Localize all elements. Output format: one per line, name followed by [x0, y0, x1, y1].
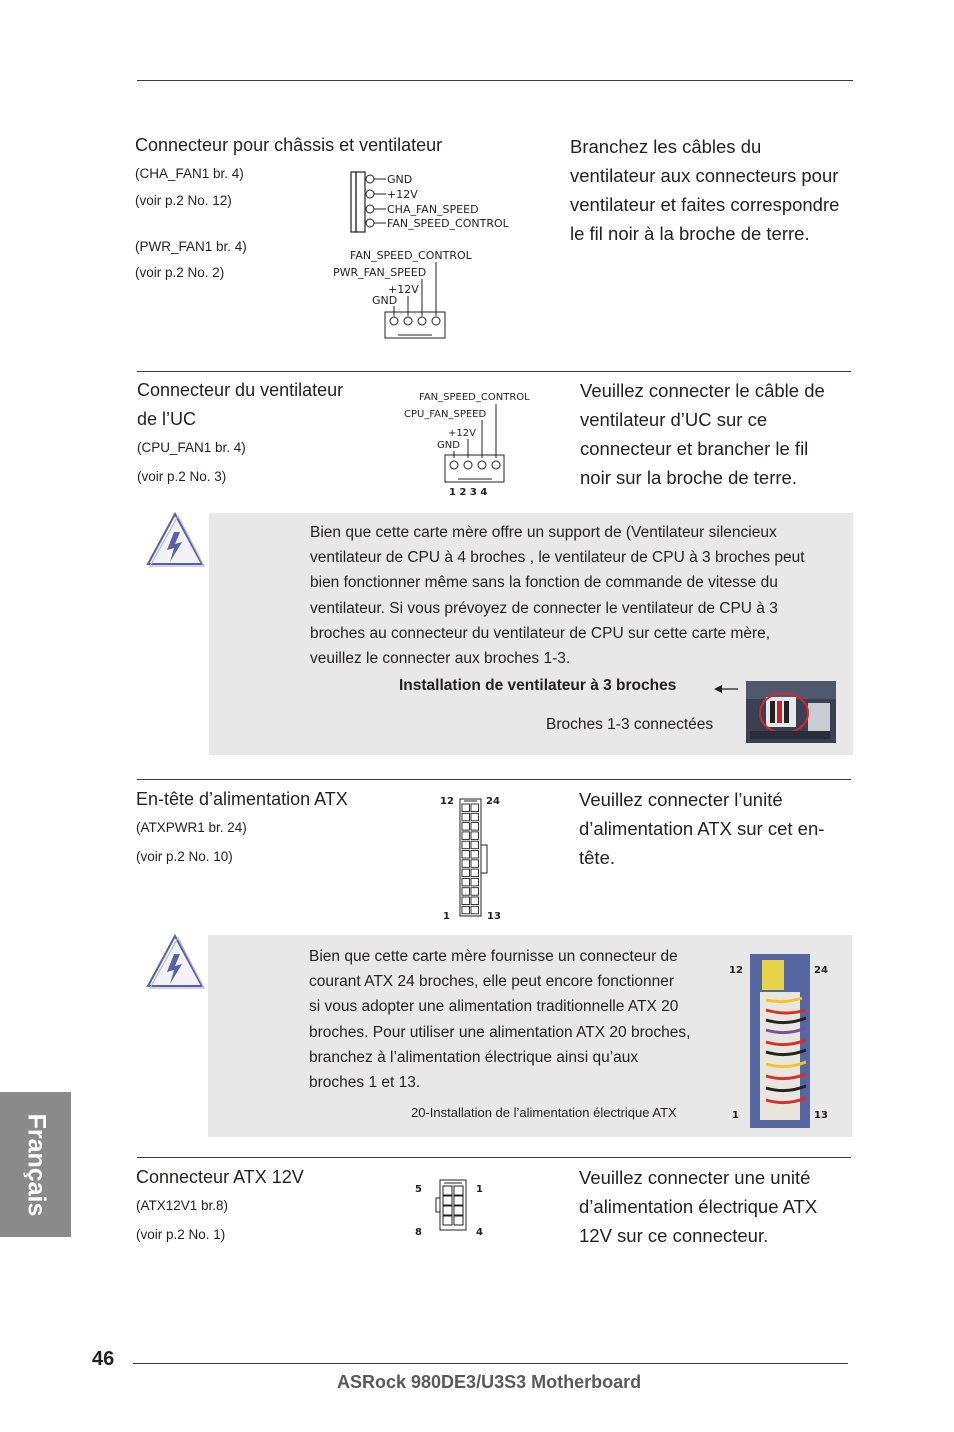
cpu-fan-desc-line: connecteur et brancher le fil: [580, 438, 809, 459]
atx-desc-line: tête.: [579, 847, 615, 868]
note-fan-line: broches au connecteur du ventilateur de CPU sur cette carte mère,: [310, 624, 771, 642]
atx24-pin: [462, 906, 470, 914]
note-fan-line: ventilateur. Si vous prévoyez de connecter le ventilateur de CPU à 3: [310, 599, 778, 617]
cpu-label-12v: +12V: [448, 428, 476, 439]
atx24-pin: [471, 897, 479, 905]
note-atx-line: broches 1 et 13.: [309, 1074, 421, 1092]
atx24-pin: [462, 804, 470, 812]
arrow-left-icon: [712, 682, 740, 696]
cha-pin-speed: CHA_FAN_SPEED: [387, 203, 479, 216]
fan-connector-photo: [746, 681, 836, 743]
cha-fan-desc-line: ventilateur et faites correspondre: [570, 194, 840, 215]
cpu-label-control: FAN_SPEED_CONTROL: [419, 392, 530, 403]
section-rule: [137, 779, 851, 780]
atx24-pin: [462, 813, 470, 821]
note-atx-line: courant ATX 24 broches, elle peut encore fonctionner: [309, 973, 675, 991]
pwr-label-12v: +12V: [388, 283, 419, 296]
atx24-pin: [471, 878, 479, 886]
note-atx-line: broches. Pour utiliser une alimentation ATX 20 broches,: [309, 1023, 691, 1041]
cha-fan-diagram: [330, 165, 530, 245]
section-rule: [137, 371, 851, 372]
atx24-pin: [462, 860, 470, 868]
warning-icon: [144, 510, 206, 568]
atx-photo-label-13: 13: [814, 1110, 828, 1121]
cha-fan-ref: (CHA_FAN1 br. 4): [135, 166, 244, 181]
cha-fan-desc: [570, 132, 839, 248]
cpu-label-gnd: GND: [437, 440, 460, 451]
atx24-pin: [471, 823, 479, 831]
pwr-label-gnd: GND: [372, 294, 398, 307]
atx24-label-24: 24: [486, 796, 500, 807]
atx24-label-12: 12: [440, 796, 454, 807]
cpu-fan-desc-line: Veuillez connecter le câble de: [580, 380, 825, 401]
atx24-pin: [471, 860, 479, 868]
note-fan-line: ventilateur de CPU à 4 broches , le ventilateur de CPU à 3 broches peut: [310, 549, 805, 567]
cha-pin-12v: +12V: [387, 188, 418, 201]
cpu-label-speed: CPU_FAN_SPEED: [404, 409, 487, 420]
note-atx-text: [309, 944, 729, 1095]
cha-fan-see: (voir p.2 No. 12): [135, 193, 232, 208]
atx-photo-label-24: 24: [814, 965, 828, 976]
note-atx-line: Bien que cette carte mère fournisse un connecteur de: [309, 948, 678, 965]
atx12v-label-1: 1: [476, 1184, 483, 1195]
atx24-pin: [471, 906, 479, 914]
atx24-pin: [471, 851, 479, 859]
atx-photo-label-1: 1: [732, 1110, 739, 1121]
atx24-pin: [462, 878, 470, 886]
language-tab: [0, 1092, 71, 1237]
atx24-pin: [462, 888, 470, 896]
language-tab-label: Français: [22, 1113, 50, 1216]
warning-icon: [144, 932, 206, 990]
atx-see: (voir p.2 No. 10): [136, 849, 233, 864]
atx24-pin: [462, 869, 470, 877]
atx12v-label-8: 8: [415, 1227, 422, 1238]
atx12v-label-4: 4: [476, 1227, 483, 1238]
atx12v-desc-line: 12V sur ce connecteur.: [579, 1225, 769, 1246]
cpu-fan-ref: (CPU_FAN1 br. 4): [137, 440, 246, 455]
atx-desc: [579, 785, 824, 872]
atx-install-caption: 20-Installation de l’alimentation électrique ATX: [411, 1105, 677, 1120]
atx-connector-photo: [726, 952, 832, 1130]
atx-desc-line: Veuillez connecter l’unité: [579, 789, 783, 810]
atx12v-see: (voir p.2 No. 1): [136, 1227, 226, 1242]
atx24-pin: [462, 851, 470, 859]
atx12v-desc-line: Veuillez connecter une unité: [579, 1167, 811, 1188]
atx12v-ref: (ATX12V1 br.8): [136, 1198, 229, 1213]
cha-pin-gnd: GND: [387, 173, 413, 186]
cpu-fan-see: (voir p.2 No. 3): [137, 469, 227, 484]
atx24-pin: [471, 813, 479, 821]
note-fan-line: bien fonctionner même sans la fonction de commande de vitesse du: [310, 574, 778, 592]
cpu-fan-heading-2: de l’UC: [137, 409, 197, 429]
cha-fan-desc-line: Branchez les câbles du: [570, 136, 762, 157]
pwr-fan-see: (voir p.2 No. 2): [135, 265, 225, 280]
cpu-fan-desc-line: ventilateur d’UC sur ce: [580, 409, 768, 430]
cpu-fan-diagram: [400, 386, 550, 501]
atx12v-heading: Connecteur ATX 12V: [136, 1167, 304, 1187]
atx24-pin: [471, 804, 479, 812]
note-fan-line: veuillez le connecter aux broches 1-3.: [310, 650, 571, 668]
install-3pin-sub: Broches 1-3 connectées: [546, 716, 714, 733]
pwr-fan-diagram: [330, 245, 500, 343]
install-3pin-title: Installation de ventilateur à 3 broches: [399, 677, 677, 694]
cpu-fan-heading: Connecteur du ventilateur: [137, 380, 344, 400]
pwr-label-speed: PWR_FAN_SPEED: [333, 266, 427, 279]
atx24-pin: [462, 832, 470, 840]
footer-rule: [133, 1363, 848, 1364]
atx24-diagram: [436, 790, 508, 924]
page-number: 46: [92, 1348, 115, 1370]
atx-heading: En-tête d’alimentation ATX: [136, 789, 348, 809]
atx-desc-line: d’alimentation ATX sur cet en-: [579, 818, 825, 839]
note-atx-line: si vous adopter une alimentation traditionnelle ATX 20: [309, 998, 679, 1016]
note-atx-line: branchez à l’alimentation électrique ainsi qu’aux: [309, 1048, 639, 1066]
footer-title: ASRock 980DE3/U3S3 Motherboard: [337, 1372, 642, 1392]
cpu-fan-desc-line: noir sur la broche de terre.: [580, 467, 797, 488]
cpu-fan-desc: [580, 376, 825, 492]
note-fan-text: [310, 520, 850, 671]
atx12v-label-5: 5: [415, 1184, 422, 1195]
pwr-label-control: FAN_SPEED_CONTROL: [350, 249, 472, 262]
top-rule: [137, 80, 853, 81]
section-rule: [137, 1157, 851, 1158]
cha-pin-control: FAN_SPEED_CONTROL: [387, 217, 509, 230]
cha-fan-heading: Connecteur pour châssis et ventilateur: [135, 135, 443, 155]
atx12v-desc-line: d’alimentation électrique ATX: [579, 1196, 818, 1217]
atx24-pin: [471, 888, 479, 896]
atx12v-desc: [579, 1163, 817, 1250]
atx12v-diagram: [410, 1178, 490, 1240]
atx24-pin: [462, 841, 470, 849]
atx-photo-label-12: 12: [729, 965, 743, 976]
atx24-pin: [471, 832, 479, 840]
atx-ref: (ATXPWR1 br. 24): [136, 820, 247, 835]
note-fan-line: Bien que cette carte mère offre un support de (Ventilateur silencieux: [310, 524, 777, 541]
cpu-pin-numbers: 1 2 3 4: [449, 487, 488, 498]
atx24-label-1: 1: [443, 911, 450, 922]
cha-fan-desc-line: ventilateur aux connecteurs pour: [570, 165, 839, 186]
atx24-pin: [462, 897, 470, 905]
atx24-pin: [471, 869, 479, 877]
pwr-fan-ref: (PWR_FAN1 br. 4): [135, 239, 247, 254]
cha-fan-desc-line: le fil noir à la broche de terre.: [570, 223, 810, 244]
atx24-label-13: 13: [487, 911, 501, 922]
atx24-pin: [471, 841, 479, 849]
atx24-pin: [462, 823, 470, 831]
